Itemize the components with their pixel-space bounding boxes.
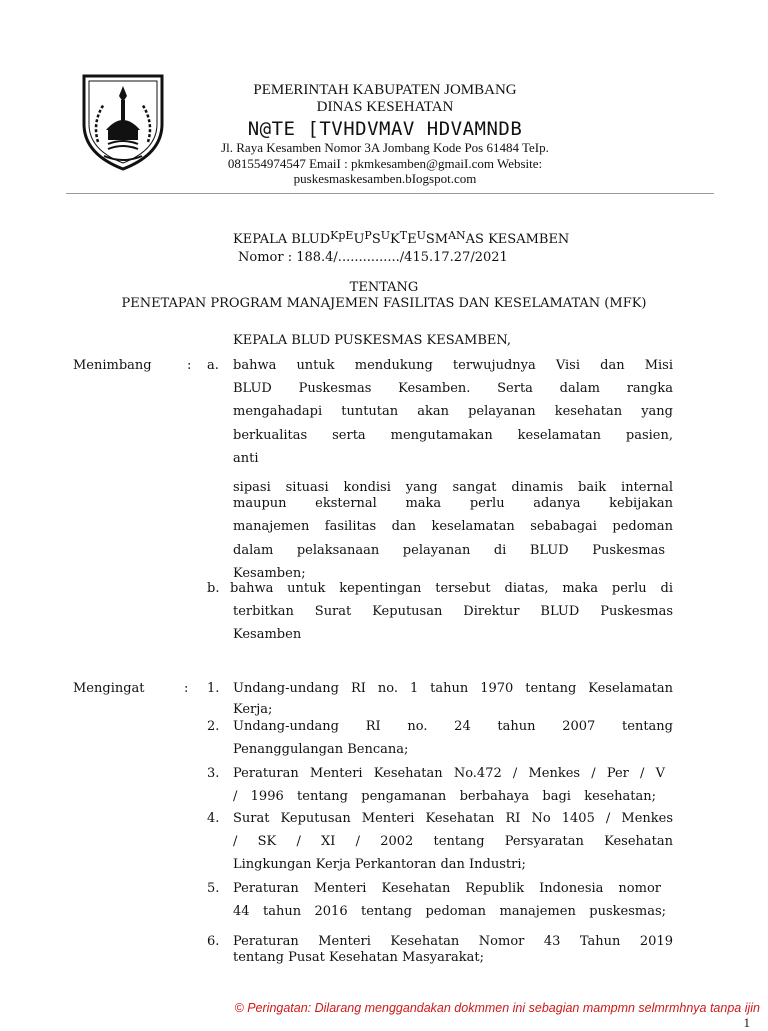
mengingat-item-line: Kerja; xyxy=(233,702,273,717)
address-line-3: puskesmaskesamben.bIogspot.com xyxy=(293,171,477,186)
mengingat-item-number: 1. xyxy=(207,681,220,696)
kabupaten-seal-logo xyxy=(78,72,168,172)
menimbang-a-line: anti xyxy=(233,451,259,466)
menimbang-b-line: Kesamben xyxy=(233,627,302,642)
menimbang-a-line: Kesamben; xyxy=(233,566,306,581)
mengingat-label: Mengingat xyxy=(73,681,145,696)
title-part-b: AS KESAMBEN xyxy=(465,232,570,247)
document-number: Nomor : 188.4/.............../415.17.27/2021 xyxy=(238,250,508,265)
header-department: DINAS KESEHATAN xyxy=(316,99,454,115)
title-frag: S xyxy=(371,232,381,247)
header-divider xyxy=(66,193,714,194)
mengingat-item-line: Undang-undang RI no. 1 tahun 1970 tentang Keselamatan xyxy=(233,681,673,696)
menimbang-b-line: terbitkan Surat Keputusan Direktur BLUD Puskesmas xyxy=(233,604,673,619)
menimbang-a-line: manajemen fasilitas dan keselamatan sebabagai pedoman xyxy=(233,519,673,534)
mengingat-item-line: Peraturan Menteri Kesehatan No.472 / Menkes / Per / V xyxy=(233,766,665,781)
mengingat-item-number: 6. xyxy=(207,934,220,949)
title-frag: SM xyxy=(425,232,449,247)
menimbang-a-line: sipasi situasi kondisi yang sangat dinamis baik internal xyxy=(233,480,673,495)
menimbang-a-line: berkualitas serta mengutamakan keselamatan pasien, xyxy=(233,428,673,443)
title-frag: K xyxy=(390,232,400,247)
mengingat-item-line: Peraturan Menteri Kesehatan Republik Indonesia nomor xyxy=(233,881,661,896)
mengingat-item-line: Surat Keputusan Menteri Kesehatan RI No 1405 / Menkes xyxy=(233,811,673,826)
address-line-1: Jl. Raya Kesamben Nomor 3A Jombang Kode Pos 61484 TeIp. xyxy=(221,140,549,155)
menimbang-a-line: dalam pelaksanaan pelayanan di BLUD Puskesmas xyxy=(233,543,665,558)
menimbang-b-marker: b. xyxy=(207,581,220,596)
menimbang-colon: : xyxy=(187,358,192,373)
mengingat-item-number: 2. xyxy=(207,719,220,734)
menimbang-a-line: maupun eksternal maka perlu adanya kebijakan xyxy=(233,496,673,511)
title-frag: P xyxy=(364,229,372,242)
mengingat-item-line: tentang Pusat Kesehatan Masyarakat; xyxy=(233,950,485,965)
title-frag: KpE xyxy=(330,229,354,242)
title-frag: AN xyxy=(448,229,466,242)
mengingat-item-number: 5. xyxy=(207,881,220,896)
document-title xyxy=(233,229,570,247)
mengingat-item-line: Peraturan Menteri Kesehatan Nomor 43 Tahun 2019 xyxy=(233,934,673,949)
title-part-a: KEPALA BLUD xyxy=(233,232,331,247)
menimbang-a-marker: a. xyxy=(207,358,219,373)
mengingat-item-line: Undang-undang RI no. 24 tahun 2007 tentang xyxy=(233,719,673,734)
page-number: 1 xyxy=(743,1015,750,1030)
title-frag: E xyxy=(407,232,417,247)
issuer-line: KEPALA BLUD PUSKESMAS KESAMBEN, xyxy=(233,333,512,348)
address-line-2: 081554974547 EmaiI : pkmkesamben@gmaiI.com Website: xyxy=(227,155,543,171)
mengingat-item-line: 44 tahun 2016 tentang pedoman manajemen puskesmas; xyxy=(233,904,666,919)
copy-warning-footer: © Peringatan: Dilarang menggandakan dokmmen ini sebagian mampmn selmrmhnya tanpa ijin xyxy=(234,1001,760,1015)
mengingat-item-line: / SK / XI / 2002 tentang Persyaratan Kesehatan xyxy=(233,834,673,849)
menimbang-a-line: BLUD Puskesmas Kesamben. Serta dalam rangka xyxy=(233,381,673,396)
menimbang-a-line: mengahadapi tuntutan akan pelayanan kesehatan yang xyxy=(233,404,673,419)
menimbang-b-line: bahwa untuk kepentingan tersebut diatas, maka perlu di xyxy=(230,581,673,596)
mengingat-item-line: / 1996 tentang pengamanan berbahaya bagi kesehatan; xyxy=(233,789,656,804)
title-frag: U xyxy=(416,229,426,242)
header-government: PEMERINTAH KABUPATEN JOMBANG xyxy=(253,82,517,98)
header-address xyxy=(200,140,570,187)
menimbang-label: Menimbang xyxy=(73,358,152,373)
mengingat-item-line: Lingkungan Kerja Perkantoran dan Industri; xyxy=(233,857,526,872)
mengingat-item-number: 4. xyxy=(207,811,220,826)
mengingat-item-number: 3. xyxy=(207,766,220,781)
header-institution: N@TE [TVHDVMAV HDVAMNDB xyxy=(247,118,523,140)
mengingat-item-line: Penanggulangan Bencana; xyxy=(233,742,409,757)
title-frag: U xyxy=(380,229,391,242)
title-frag: U xyxy=(353,232,365,247)
title-frag: T xyxy=(399,229,408,242)
tentang-heading: TENTANG xyxy=(349,280,419,295)
document-subject: PENETAPAN PROGRAM MANAJEMEN FASILITAS DAN KESELAMATAN (MFK) xyxy=(121,296,647,311)
mengingat-colon: : xyxy=(184,681,189,696)
menimbang-a-line: bahwa untuk mendukung terwujudnya Visi dan Misi xyxy=(233,358,673,373)
